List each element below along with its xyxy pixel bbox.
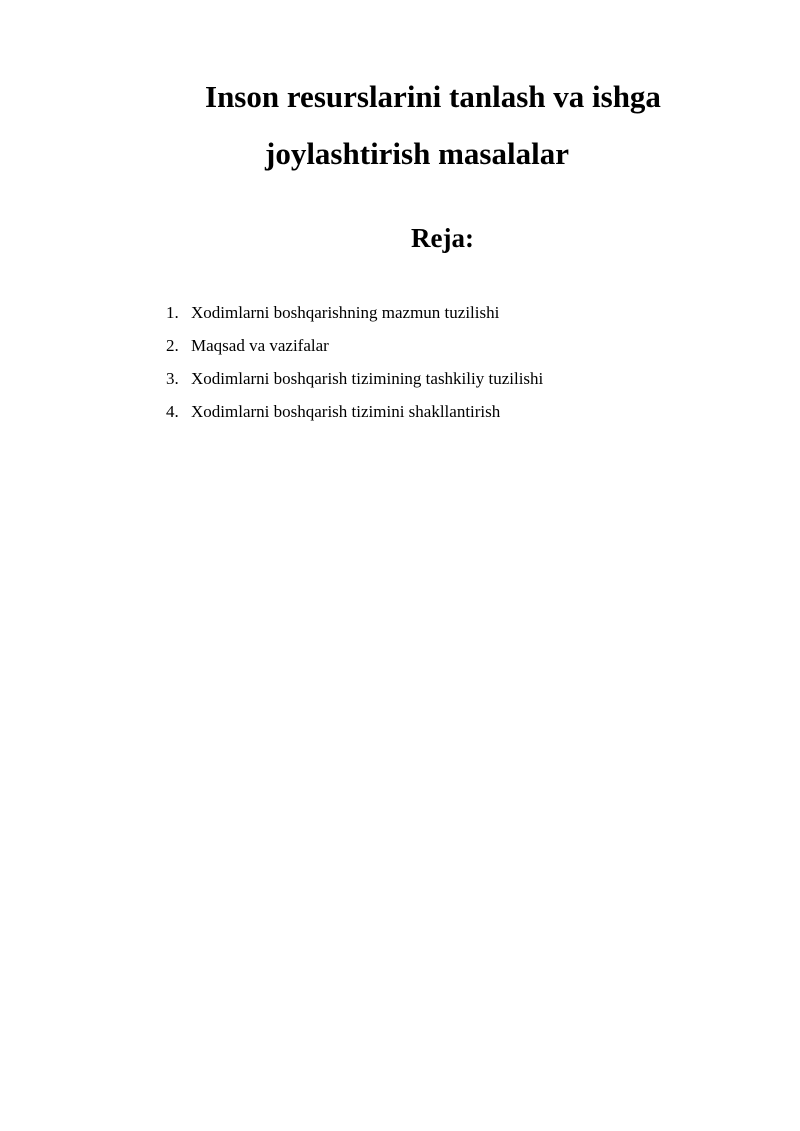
plan-item-number: 2. bbox=[166, 336, 179, 355]
plan-item bbox=[166, 296, 543, 329]
plan-item bbox=[166, 395, 543, 428]
plan-list bbox=[166, 296, 543, 428]
plan-item-number: 4. bbox=[166, 402, 179, 421]
plan-item-number: 1. bbox=[166, 303, 179, 322]
document-title-line-2: joylashtirish masalalar bbox=[265, 136, 569, 171]
plan-heading: Reja: bbox=[411, 223, 474, 253]
plan-item-text: Maqsad va vazifalar bbox=[191, 336, 329, 355]
plan-item bbox=[166, 329, 543, 362]
plan-item-text: Xodimlarni boshqarishning mazmun tuzilishi bbox=[191, 303, 500, 322]
plan-item bbox=[166, 362, 543, 395]
plan-item-number: 3. bbox=[166, 369, 179, 388]
document-title-line-1: Inson resurslarini tanlash va ishga bbox=[205, 79, 661, 114]
plan-item-text: Xodimlarni boshqarish tizimini shakllantirish bbox=[191, 402, 501, 421]
plan-item-text: Xodimlarni boshqarish tizimining tashkiliy tuzilishi bbox=[191, 369, 544, 388]
